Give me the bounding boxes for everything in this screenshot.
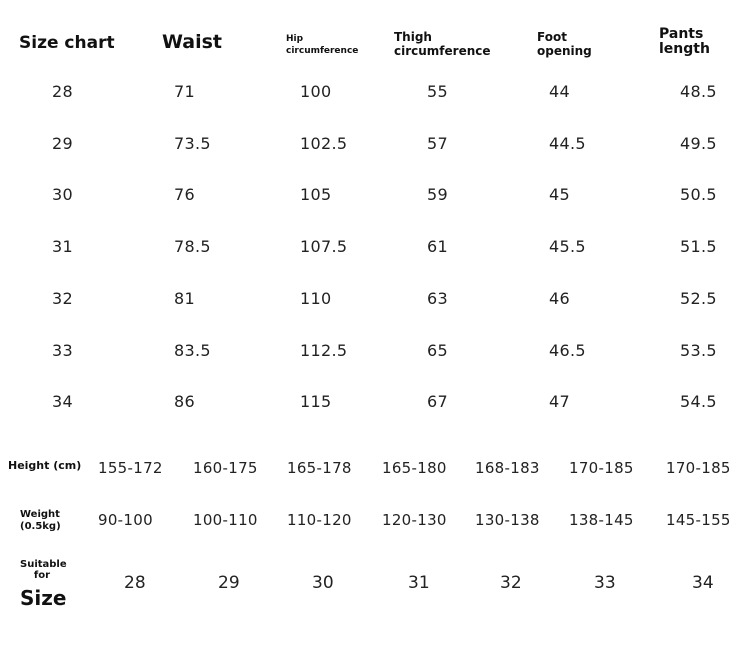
weight-range-cell: 130-138 bbox=[475, 511, 540, 529]
weight-label bbox=[20, 509, 61, 532]
measurement-cell: 112.5 bbox=[300, 341, 348, 360]
measurement-cell: 76 bbox=[174, 185, 195, 204]
pants-header-line1: Pants bbox=[659, 26, 704, 42]
thigh-header-line2: circumference bbox=[394, 44, 491, 59]
weight-range-cell: 100-110 bbox=[193, 511, 258, 529]
weight-range-cell: 138-145 bbox=[569, 511, 634, 529]
measurement-cell: 61 bbox=[427, 237, 448, 256]
suitable-label-line2: for bbox=[33, 570, 51, 581]
foot-header-line2: opening bbox=[537, 44, 592, 59]
measurement-cell: 86 bbox=[174, 392, 195, 411]
suitable-size-cell: 32 bbox=[500, 573, 522, 593]
measurement-cell: 33 bbox=[52, 341, 73, 360]
weight-range-cell: 110-120 bbox=[287, 511, 352, 529]
foot-header-line1: Foot bbox=[537, 30, 567, 44]
weight-range-cell: 90-100 bbox=[98, 511, 153, 529]
measurement-cell: 48.5 bbox=[680, 82, 717, 101]
measurement-cell: 34 bbox=[52, 392, 73, 411]
measurement-cell: 53.5 bbox=[680, 341, 717, 360]
thigh-circumference-header bbox=[394, 30, 491, 59]
hip-header-line2: circumference bbox=[286, 46, 359, 57]
weight-range-cell: 145-155 bbox=[666, 511, 731, 529]
measurement-cell: 59 bbox=[427, 185, 448, 204]
suitable-size-cell: 34 bbox=[692, 573, 714, 593]
measurement-cell: 44 bbox=[549, 82, 570, 101]
measurement-cell: 107.5 bbox=[300, 237, 348, 256]
measurement-cell: 55 bbox=[427, 82, 448, 101]
measurement-cell: 30 bbox=[52, 185, 73, 204]
suitable-size-cell: 33 bbox=[594, 573, 616, 593]
suitable-size-cell: 31 bbox=[408, 573, 430, 593]
size-chart-header: Size chart bbox=[19, 33, 115, 53]
measurement-cell: 65 bbox=[427, 341, 448, 360]
weight-label-line2: (0.5kg) bbox=[20, 520, 61, 532]
height-range-cell: 155-172 bbox=[98, 459, 163, 477]
measurement-cell: 110 bbox=[300, 289, 332, 308]
measurement-cell: 29 bbox=[52, 134, 73, 153]
measurement-cell: 83.5 bbox=[174, 341, 211, 360]
measurement-cell: 63 bbox=[427, 289, 448, 308]
measurement-cell: 32 bbox=[52, 289, 73, 308]
suitable-size-cell: 29 bbox=[218, 573, 240, 593]
suitable-label-line1: Suitable bbox=[20, 559, 67, 570]
measurement-cell: 54.5 bbox=[680, 392, 717, 411]
suitable-size-cell: 30 bbox=[312, 573, 334, 593]
measurement-cell: 100 bbox=[300, 82, 332, 101]
weight-label-line1: Weight bbox=[20, 509, 60, 520]
pants-header-line2: length bbox=[659, 40, 710, 57]
measurement-cell: 67 bbox=[427, 392, 448, 411]
weight-range-cell: 120-130 bbox=[382, 511, 447, 529]
height-range-cell: 170-185 bbox=[666, 459, 731, 477]
waist-header: Waist bbox=[162, 31, 223, 53]
measurement-cell: 45.5 bbox=[549, 237, 586, 256]
measurement-cell: 28 bbox=[52, 82, 73, 101]
height-range-cell: 165-180 bbox=[382, 459, 447, 477]
measurement-cell: 31 bbox=[52, 237, 73, 256]
measurement-cell: 46.5 bbox=[549, 341, 586, 360]
measurement-cell: 52.5 bbox=[680, 289, 717, 308]
measurement-cell: 105 bbox=[300, 185, 332, 204]
suitable-for-size-label bbox=[20, 559, 67, 581]
height-label: Height (cm) bbox=[8, 459, 82, 472]
measurement-cell: 81 bbox=[174, 289, 195, 308]
measurement-cell: 102.5 bbox=[300, 134, 348, 153]
height-range-cell: 165-178 bbox=[287, 459, 352, 477]
suitable-size-cell: 28 bbox=[124, 573, 146, 593]
measurement-cell: 78.5 bbox=[174, 237, 211, 256]
measurement-cell: 47 bbox=[549, 392, 570, 411]
hip-circumference-header bbox=[286, 33, 358, 57]
thigh-header-line1: Thigh bbox=[394, 30, 432, 44]
height-range-cell: 160-175 bbox=[193, 459, 258, 477]
measurement-cell: 115 bbox=[300, 392, 332, 411]
measurement-cell: 46 bbox=[549, 289, 570, 308]
hip-header-line1: Hip bbox=[286, 34, 304, 44]
measurement-cell: 51.5 bbox=[680, 237, 717, 256]
height-range-cell: 168-183 bbox=[475, 459, 540, 477]
measurement-cell: 73.5 bbox=[174, 134, 211, 153]
measurement-cell: 45 bbox=[549, 185, 570, 204]
foot-opening-header bbox=[537, 30, 592, 59]
measurement-cell: 57 bbox=[427, 134, 448, 153]
measurement-cell: 50.5 bbox=[680, 185, 717, 204]
pants-length-header bbox=[659, 27, 710, 56]
measurement-cell: 44.5 bbox=[549, 134, 586, 153]
suitable-label-size: Size bbox=[20, 586, 67, 610]
height-range-cell: 170-185 bbox=[569, 459, 634, 477]
measurement-cell: 71 bbox=[174, 82, 195, 101]
measurement-cell: 49.5 bbox=[680, 134, 717, 153]
